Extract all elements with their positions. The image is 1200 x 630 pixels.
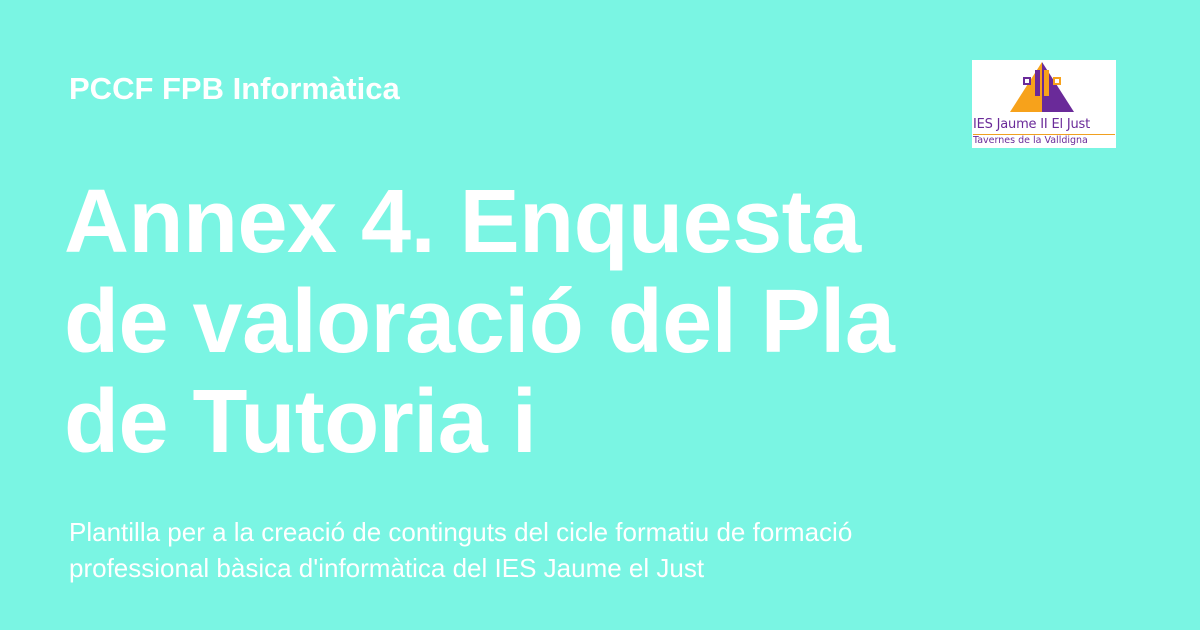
- school-logo: [972, 60, 1116, 148]
- page-title: Annex 4. Enquesta de valoració del Pla de Tutoria i: [64, 172, 895, 472]
- page-description: Plantilla per a la creació de continguts del cicle formatiu de formació professional bàsica d'informàtica del IES Jaume el Just: [69, 517, 853, 583]
- logo-school-name: IES Jaume II El Just: [973, 117, 1090, 132]
- site-name: PCCF FPB Informàtica: [69, 71, 400, 106]
- logo-town-name: Tavernes de la Valldigna: [973, 135, 1088, 146]
- triangle-logo-icon: [1006, 60, 1078, 116]
